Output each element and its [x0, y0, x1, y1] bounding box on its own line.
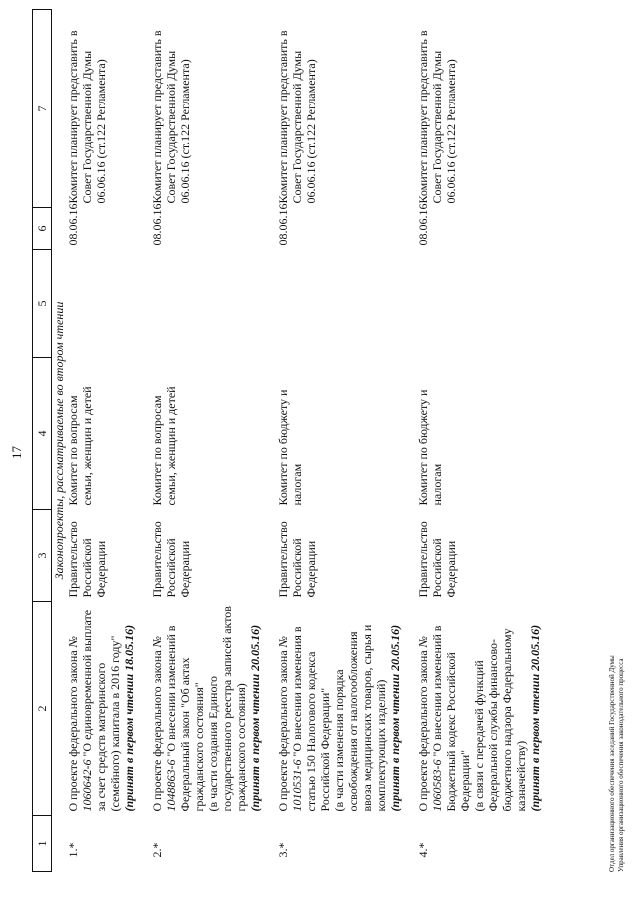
bill-prefix: О проекте федерального закона: [150, 647, 164, 812]
row-number: 4.*: [416, 842, 430, 858]
page-number: 17: [9, 446, 24, 459]
bill-number: № 1060642-6: [66, 636, 94, 812]
column-number: 4: [33, 358, 52, 510]
bill-prefix: О проекте федерального закона: [276, 647, 290, 812]
bill-number: № 1010531-6: [276, 636, 304, 812]
bill-description: [66, 602, 150, 816]
committee-plan: Комитет планирует представить в Совет Государственной Думы 06.06.16 (ст.122 Регламента): [150, 30, 192, 204]
bills-table: [32, 9, 556, 872]
column-5-cell: [66, 250, 150, 358]
column-number-row: [33, 10, 52, 872]
bill-number: № 1060583-6: [416, 636, 444, 812]
bill-note: (принят в первом чтении 20.05.16): [528, 624, 542, 812]
review-date: 08.06.16: [150, 203, 164, 246]
bill-note: (принят в первом чтении 20.05.16): [248, 624, 262, 812]
table-row: [416, 10, 556, 872]
table-row: [276, 10, 416, 872]
bill-title: "О внесении изменения в статью 150 Налогового кодекса Российской Федерации": [290, 626, 332, 812]
column-number: 2: [33, 602, 52, 816]
committee-plan: Комитет планирует представить в Совет Государственной Думы 06.06.16 (ст.122 Регламента): [276, 30, 318, 204]
responsible-committee: Комитет по бюджету и налогам: [416, 389, 444, 506]
bill-author: Правительство Российской Федерации: [150, 521, 192, 598]
column-5-cell: [416, 250, 556, 358]
bill-detail: (в части изменения порядка освобождения от налогообложения ввоза медицинских товаров, сырья и комплектующих изделий): [332, 624, 388, 812]
row-number: 1.*: [66, 842, 80, 858]
bill-title: "О единовременной выплате за счет средств материнского (семейного) капитала в 2016 году": [80, 609, 122, 812]
bill-author: Правительство Российской Федерации: [416, 521, 458, 598]
table-row: [150, 10, 276, 872]
bill-detail: (в части создания Единого государственного реестра записей актов гражданского состояния): [206, 606, 248, 812]
responsible-committee: Комитет по вопросам семьи, женщин и детей: [150, 386, 178, 506]
footer-line: Управления организационного обеспечения законодательного процесса: [617, 658, 625, 872]
bill-description: [276, 602, 416, 816]
responsible-committee: Комитет по вопросам семьи, женщин и детей: [66, 386, 94, 506]
bill-prefix: О проекте федерального закона: [66, 647, 80, 812]
bill-description: [416, 602, 556, 816]
bill-number: № 1048863-6: [150, 636, 178, 812]
column-number: 6: [33, 208, 52, 250]
bill-author: Правительство Российской Федерации: [66, 521, 108, 598]
column-number: 5: [33, 250, 52, 358]
bill-title: "О внесении изменений в Бюджетный кодекс Российской Федерации": [430, 625, 472, 812]
review-date: 08.06.16: [66, 203, 80, 246]
table-row: [66, 10, 150, 872]
responsible-committee: Комитет по бюджету и налогам: [276, 389, 304, 506]
bill-description: [150, 602, 276, 816]
bill-prefix: О проекте федерального закона: [416, 647, 430, 812]
column-5-cell: [150, 250, 276, 358]
review-date: 08.06.16: [416, 203, 430, 246]
footer-line: Отдел организационного обеспечения заседаний Государственной Думы: [608, 655, 616, 872]
committee-plan: Комитет планирует представить в Совет Государственной Думы 06.06.16 (ст.122 Регламента): [66, 30, 108, 204]
column-5-cell: [276, 250, 416, 358]
bill-detail: (в связи с передачей функций Федеральной службы финансово-бюджетного надзора Федеральному казначейству): [472, 628, 528, 812]
page-footer: [608, 172, 626, 872]
committee-plan: Комитет планирует представить в Совет Государственной Думы 06.06.16 (ст.122 Регламента): [416, 30, 458, 204]
column-number: 1: [33, 816, 52, 872]
column-number: 3: [33, 510, 52, 602]
review-date: 08.06.16: [276, 203, 290, 246]
section-title-row: [52, 10, 67, 872]
bill-note: (принят в первом чтении 18.05.16): [122, 624, 136, 812]
row-number: 3.*: [276, 842, 290, 858]
column-number: 7: [33, 10, 52, 208]
row-number: 2.*: [150, 842, 164, 858]
bill-author: Правительство Российской Федерации: [276, 521, 318, 598]
section-title: Законопроекты, рассматриваемые во втором чтении: [52, 301, 66, 580]
bill-title: "О внесении изменений в Федеральный закон "Об актах гражданского состояния": [164, 625, 206, 812]
bill-note: (принят в первом чтении 20.05.16): [388, 624, 402, 812]
